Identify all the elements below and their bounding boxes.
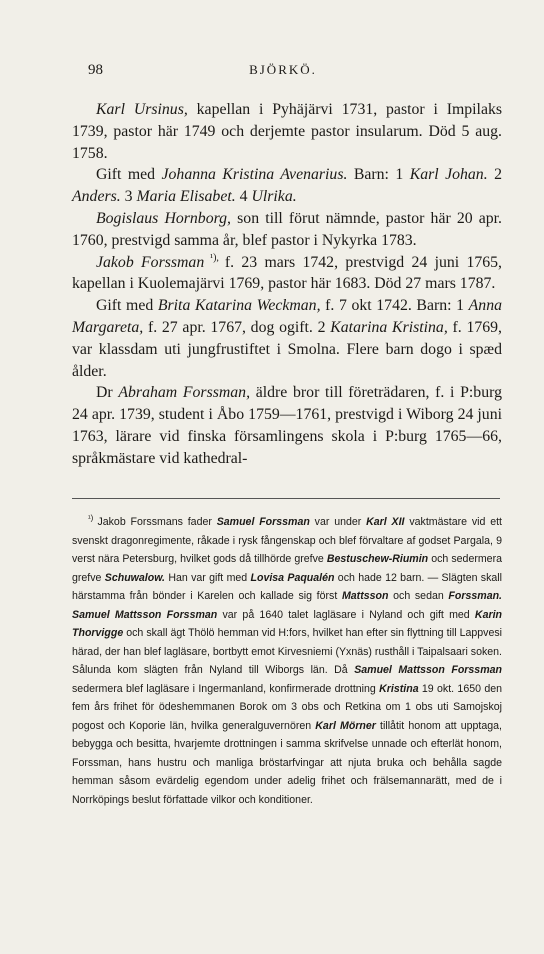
italic-text: Samuel Mattsson Forssman <box>354 664 502 676</box>
italic-text: Schuwalow. <box>104 571 166 584</box>
text-run: Han var gift med <box>165 571 251 584</box>
text-run: och hade 12 barn. — Slägten skall härstamma från bönder i Karelen och kallade sig först <box>72 571 502 602</box>
text-run: Gift med <box>96 166 162 184</box>
footnote-marker: ¹) <box>88 513 98 523</box>
footnotes <box>72 513 502 809</box>
italic-text: Anna Margareta, <box>72 297 502 336</box>
text-run: äldre bror till företrädaren, f. i P:burg 24 apr. 1739, student i Åbo 1759—1761, prestvigd i Wiborg 24 juni 1763, lärare vid finska församlingens skola i P:burg 1765—66, språkmästare vid kathedral- <box>72 384 502 467</box>
text-run: Jakob Forssmans fader <box>97 516 217 528</box>
italic-text: Anders. <box>72 188 121 206</box>
italic-text: Jakob Forssman <box>96 253 205 271</box>
italic-text: Ulrika. <box>251 188 297 206</box>
page-header <box>88 62 478 84</box>
text-run: Barn: 1 <box>347 166 410 184</box>
italic-text: Kristina <box>379 682 419 695</box>
paragraph <box>72 208 502 252</box>
text-run: och sedan <box>388 590 449 602</box>
italic-text: Abraham Forssman, <box>118 384 251 402</box>
italic-text: Samuel Forssman <box>216 516 310 528</box>
italic-text: Karl Ursinus, <box>96 101 188 118</box>
text-run: son till förut nämnde, pastor här 20 apr. 1760, prestvigd samma år, blef pastor i Nykyrka 1783. <box>72 209 503 249</box>
text-run: kapellan i Pyhäjärvi 1731, pastor i Impilaks 1739, pastor här 1749 och derjemte pastor insularum. Död 5 aug. 1758. <box>72 101 503 162</box>
text-run: f. 7 okt 1742. Barn: 1 <box>320 297 469 315</box>
italic-text: Katarina Kristina, <box>330 318 448 336</box>
paragraph <box>72 164 502 208</box>
paragraph <box>72 295 502 382</box>
text-run: f. 27 apr. 1767, dog ogift. 2 <box>143 318 331 336</box>
italic-text: Brita Katarina Weckman, <box>157 297 321 315</box>
text-run: vaktmästare vid ett svenskt dragonregimente, råkade i rysk fångenskap och blef förvaltare af godset Pargala, 9 verst nära Petersburg, hvilket gods då tillhörde grefve <box>72 516 502 565</box>
italic-text: Bestuschew-Riumin <box>326 553 429 565</box>
italic-text: Karl Mörner <box>315 719 376 732</box>
italic-text: Forssman. <box>448 590 502 602</box>
footnote <box>72 513 502 809</box>
text-run: tillåtit honom att upptaga, bebygga och besitta, hvarjemte drottningen i samma skrifvelse unnade och efterlät honom, Forssman, hans hustru och manliga bröstarfvingar att njuta bruka och behålla sagde hemman såsom evärdelig egendom under adelig frihet och frälsemannarätt, med de i Norrköpings beslut författade vilkor och konditioner. <box>72 719 502 806</box>
italic-text: Karl Johan. <box>409 166 488 184</box>
text-run: och sedermera grefve <box>72 553 502 584</box>
footnote-divider <box>72 498 500 499</box>
italic-text: Mattsson <box>341 590 389 602</box>
italic-text: Karl XII <box>366 516 405 528</box>
text-run: 19 okt. 1650 den fem års frihet för ödeshemmanen Borok om 3 obs och Retkina om 1 obs uti Samojskoj pogost och Koporie län, hvilka generalguvernören <box>72 682 503 732</box>
text-run: f. 1769, var klassdam uti jungfrustiftet i Smolna. Flere barn dogo i spæd ålder. <box>72 318 502 380</box>
page-number: 98 <box>88 62 103 78</box>
text-run: var under <box>309 516 367 528</box>
body-text <box>72 99 502 470</box>
paragraph <box>72 99 502 164</box>
running-head: BJÖRKÖ. <box>249 62 317 77</box>
paragraph <box>72 382 502 469</box>
text-run: och skall ägt Thölö hemman vid H:fors, hvilket han efter sin flyttning till Lappvesi härad, der han blef lagläsare, bortbytt emot Kirvesniemi (Yxnäs) rusthåll i Taipalsaari soken. Sålunda kom slägten från Nyland till Wiborgs län. Då <box>72 627 502 676</box>
text-run: f. 23 mars 1742, prestvigd 24 juni 1765, kapellan i Kuolemajärvi 1769, pastor här 1683. Död 27 mars 1787. <box>72 253 502 293</box>
text-run: Dr <box>96 384 119 402</box>
italic-text: Karin Thorvigge <box>72 608 503 639</box>
footnote-reference: ¹), <box>204 252 225 264</box>
italic-text: Bogislaus Hornborg, <box>96 209 232 227</box>
paragraph <box>72 252 502 296</box>
text-run: 4 <box>235 188 252 206</box>
italic-text: Lovisa Paqualén <box>250 571 335 584</box>
text-run: 3 <box>120 188 137 206</box>
text-run: sedermera blef lagläsare i Ingermanland, konfirmerade drottning <box>72 682 380 695</box>
italic-text: Samuel Mattsson Forssman <box>72 608 218 621</box>
text-run: 2 <box>487 166 502 184</box>
text-run: Gift med <box>96 297 158 315</box>
text-run: var på 1640 talet lagläsare i Nyland och gift med <box>217 608 475 621</box>
italic-text: Johanna Kristina Avenarius. <box>161 166 348 184</box>
italic-text: Maria Elisabet. <box>136 188 236 206</box>
